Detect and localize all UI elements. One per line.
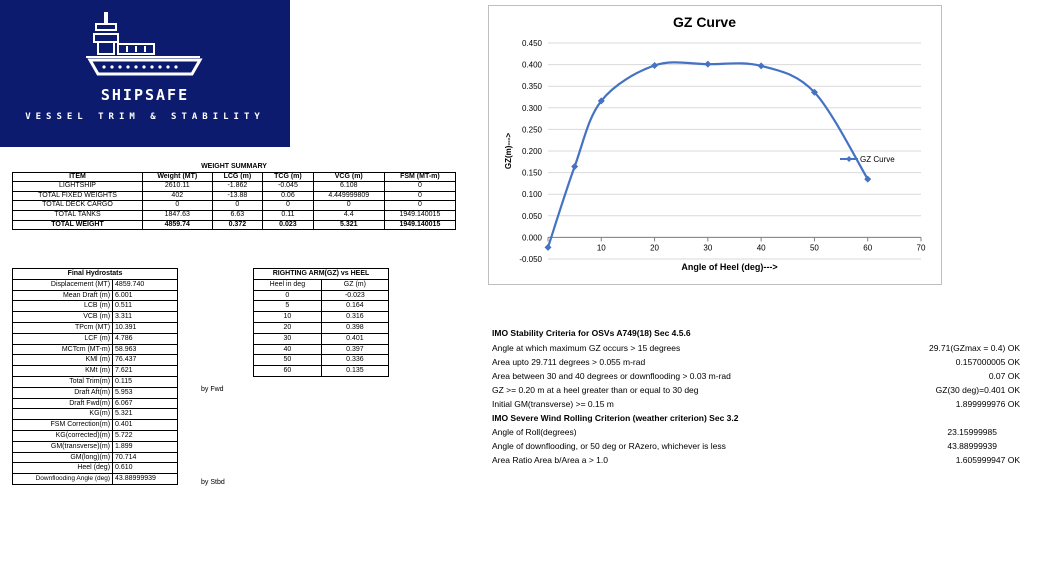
imo-criteria-row [492, 327, 1020, 340]
imo-value: 1.899999976 OK [955, 399, 1020, 409]
table-cell: MCTcm (MT-m) [13, 344, 113, 355]
x-tick-label: 50 [809, 243, 819, 253]
table-row [254, 366, 389, 377]
table-cell: LCF (m) [13, 333, 113, 344]
imo-criteria-row [492, 384, 1020, 397]
table-cell: FSM Correction(m) [13, 420, 113, 431]
table-row [254, 312, 389, 323]
table-cell: 0 [142, 201, 212, 211]
table-cell: TPcm (MT) [13, 322, 113, 333]
imo-criteria-row [492, 370, 1020, 383]
table-row [254, 355, 389, 366]
table-cell: TOTAL DECK CARGO [13, 201, 143, 211]
table-row [13, 398, 178, 409]
table-cell: 0.397 [321, 344, 388, 355]
data-point [651, 62, 658, 69]
table-cell: 58.963 [113, 344, 178, 355]
table-cell: TOTAL FIXED WEIGHTS [13, 191, 143, 201]
x-axis-label: Angle of Heel (deg)---> [681, 262, 778, 272]
table-row [13, 463, 178, 474]
data-point [758, 62, 765, 69]
imo-criterion-text: Area upto 29.711 degrees > 0.055 m-rad [492, 357, 646, 367]
hydrostatics-table [12, 268, 178, 485]
table-row [13, 290, 178, 301]
table-cell: 0.398 [321, 322, 388, 333]
table-row [254, 344, 389, 355]
table-cell: -0.023 [321, 290, 388, 301]
table-cell: 4859.74 [142, 220, 212, 230]
table-row [254, 301, 389, 312]
table-cell: 2610.11 [142, 182, 212, 192]
table-cell: 40 [254, 344, 322, 355]
header-cell: Weight (MT) [142, 172, 212, 182]
y-tick-label: 0.050 [521, 211, 542, 221]
table-cell: 60 [254, 366, 322, 377]
table-cell: 0.316 [321, 312, 388, 323]
imo-criterion-text: GZ >= 0.20 m at a heel greater than or equal to 30 deg [492, 385, 699, 395]
table-cell: KG(m) [13, 409, 113, 420]
table-cell: 0 [384, 182, 455, 192]
weight-summary-header [13, 172, 456, 182]
table-row [13, 452, 178, 463]
imo-criteria-row [492, 454, 1020, 467]
table-cell: TOTAL TANKS [13, 210, 143, 220]
imo-heading: IMO Stability Criteria for OSVs A749(18) Sec 4.5.6 [492, 328, 691, 338]
table-cell: Displacement (MT) [13, 279, 113, 290]
table-cell: LIGHTSHIP [13, 182, 143, 192]
table-cell: 5.321 [313, 220, 384, 230]
x-tick-label: 60 [863, 243, 873, 253]
table-row [13, 191, 456, 201]
table-cell: 0 [313, 201, 384, 211]
table-cell: 0 [263, 201, 314, 211]
table-cell: 0.336 [321, 355, 388, 366]
shipsafe-logo [0, 0, 290, 147]
table-cell: Heel (deg) [13, 463, 113, 474]
table-cell: 0.135 [321, 366, 388, 377]
table-cell: 1949.140015 [384, 220, 455, 230]
table-row [13, 376, 178, 387]
table-row [13, 387, 178, 398]
table-cell: 0 [254, 290, 322, 301]
imo-criteria-row [492, 398, 1020, 411]
header-cell: FSM (MT-m) [384, 172, 455, 182]
table-row [13, 210, 456, 220]
y-tick-label: 0.100 [521, 190, 542, 200]
table-cell: 0.401 [321, 333, 388, 344]
table-cell: Draft Fwd(m) [13, 398, 113, 409]
data-point [704, 61, 711, 68]
table-cell: 76.437 [113, 355, 178, 366]
table-cell: 1.899 [113, 441, 178, 452]
y-tick-label: 0.400 [521, 60, 542, 70]
table-cell: 0.164 [321, 301, 388, 312]
table-row [13, 409, 178, 420]
righting-arm-title: RIGHTING ARM(GZ) vs HEEL [254, 269, 389, 280]
table-row [13, 301, 178, 312]
table-row [13, 312, 178, 323]
righting-arm-table [253, 268, 389, 377]
imo-value: 29.71(GZmax = 0.4) OK [929, 343, 1020, 353]
table-row [13, 366, 178, 377]
x-tick-label: 30 [703, 243, 713, 253]
gz-chart [488, 5, 942, 285]
table-cell: 5.321 [113, 409, 178, 420]
x-tick-label: 70 [916, 243, 926, 253]
table-cell: 50 [254, 355, 322, 366]
data-point [571, 163, 578, 170]
legend-label: GZ Curve [860, 155, 895, 164]
table-cell: 1847.63 [142, 210, 212, 220]
table-row [13, 474, 178, 485]
table-row [13, 344, 178, 355]
table-cell: 0.115 [113, 376, 178, 387]
table-cell: KMl (m) [13, 355, 113, 366]
table-cell: 4.786 [113, 333, 178, 344]
table-cell: 0.610 [113, 463, 178, 474]
imo-criterion-text: Area Ratio Area b/Area a > 1.0 [492, 455, 609, 465]
table-cell: 3.311 [113, 312, 178, 323]
imo-criterion-text: Area between 30 and 40 degrees or downflooding > 0.03 m-rad [492, 371, 731, 381]
table-cell: TOTAL WEIGHT [13, 220, 143, 230]
imo-criterion-text: Angle of downflooding, or 50 deg or RAzero, whichever is less [492, 441, 726, 451]
table-cell: GM(transverse)(m) [13, 441, 113, 452]
table-cell: 10.391 [113, 322, 178, 333]
y-tick-label: 0.450 [521, 39, 542, 48]
table-cell: KMt (m) [13, 366, 113, 377]
table-cell: 0.11 [263, 210, 314, 220]
table-cell: 30 [254, 333, 322, 344]
table-cell: 0 [384, 201, 455, 211]
imo-criterion-text: Angle at which maximum GZ occurs > 15 degrees [492, 343, 681, 353]
table-cell: 0.06 [263, 191, 314, 201]
table-cell: 0.511 [113, 301, 178, 312]
table-cell: 402 [142, 191, 212, 201]
table-cell: 4859.740 [113, 279, 178, 290]
table-cell: 5.953 [113, 387, 178, 398]
y-tick-label: 0.000 [521, 233, 542, 243]
ship-icon [0, 0, 290, 147]
table-cell: Total Trim(m) [13, 376, 113, 387]
x-tick-label: 40 [756, 243, 766, 253]
imo-criteria-row [492, 356, 1020, 369]
table-cell: 1949.140015 [384, 210, 455, 220]
imo-criteria-row [492, 342, 1020, 355]
table-cell: Mean Draft (m) [13, 290, 113, 301]
y-axis-label: GZ(m)---> [504, 132, 513, 170]
heel-direction-note: by Stbd [201, 479, 225, 486]
table-cell: Draft Aft(m) [13, 387, 113, 398]
imo-value: 0.157000005 OK [955, 357, 1020, 367]
y-tick-label: -0.050 [519, 255, 542, 264]
header-cell: ITEM [13, 172, 143, 182]
table-cell: 5.722 [113, 430, 178, 441]
table-row [13, 201, 456, 211]
y-tick-label: 0.150 [521, 168, 542, 178]
brand-tagline: VESSEL TRIM & STABILITY [25, 112, 265, 122]
table-cell: 6.001 [113, 290, 178, 301]
imo-value: 23.15999985 [947, 427, 997, 437]
imo-value: GZ(30 deg)=0.401 OK [935, 385, 1020, 395]
table-cell: -0.045 [263, 182, 314, 192]
y-tick-label: 0.350 [521, 82, 542, 92]
header-cell: LCG (m) [212, 172, 263, 182]
table-cell: 20 [254, 322, 322, 333]
imo-criterion-text: Angle of Roll(degrees) [492, 427, 577, 437]
righting-arm-header [254, 279, 389, 290]
y-tick-label: 0.200 [521, 147, 542, 156]
table-row [254, 290, 389, 301]
imo-value: 43.88999939 [947, 441, 997, 451]
table-cell: 6.108 [313, 182, 384, 192]
imo-criteria-row [492, 440, 1020, 453]
table-row [254, 333, 389, 344]
y-tick-label: 0.300 [521, 103, 542, 113]
imo-value: 1.605999947 OK [955, 455, 1020, 465]
table-cell: GM(long)(m) [13, 452, 113, 463]
imo-value: 0.07 OK [988, 371, 1020, 381]
weight-summary-table [12, 163, 456, 230]
table-row-total [13, 220, 456, 230]
table-cell: 4.449999809 [313, 191, 384, 201]
table-row [13, 355, 178, 366]
table-row [13, 279, 178, 290]
table-cell: 6.63 [212, 210, 263, 220]
brand-name: SHIPSAFE [100, 86, 190, 104]
hydrostatics-title: Final Hydrostats [13, 269, 178, 280]
table-cell: 0.023 [263, 220, 314, 230]
gz-curve-line [548, 62, 868, 247]
table-cell: 0 [384, 191, 455, 201]
table-cell: -13.88 [212, 191, 263, 201]
header-cell: VCG (m) [313, 172, 384, 182]
header-cell: GZ (m) [321, 279, 388, 290]
y-tick-label: 0.250 [521, 125, 542, 135]
gz-chart-svg [489, 6, 941, 284]
table-cell: 0.372 [212, 220, 263, 230]
table-cell: 6.067 [113, 398, 178, 409]
legend-marker [846, 156, 852, 162]
chart-title: GZ Curve [672, 14, 737, 30]
table-cell: 70.714 [113, 452, 178, 463]
table-cell: VCB (m) [13, 312, 113, 323]
table-row [13, 333, 178, 344]
table-cell: 7.621 [113, 366, 178, 377]
header-cell: Heel in deg [254, 279, 322, 290]
table-row [254, 322, 389, 333]
x-tick-label: 20 [650, 243, 660, 253]
table-cell: 10 [254, 312, 322, 323]
table-cell: 0 [212, 201, 263, 211]
table-cell: KG(corrected)(m) [13, 430, 113, 441]
imo-criterion-text: Initial GM(transverse) >= 0.15 m [492, 399, 614, 409]
weight-summary-title: WEIGHT SUMMARY [13, 163, 456, 172]
table-cell: -1.862 [212, 182, 263, 192]
imo-criteria-row [492, 412, 1020, 425]
trim-direction-note: by Fwd [201, 386, 224, 393]
table-cell: 4.4 [313, 210, 384, 220]
header-cell: TCG (m) [263, 172, 314, 182]
data-point [545, 244, 552, 251]
table-row [13, 322, 178, 333]
x-tick-label: 10 [596, 243, 606, 253]
imo-heading: IMO Severe Wind Rolling Criterion (weather criterion) Sec 3.2 [492, 413, 739, 423]
table-row [13, 182, 456, 192]
table-cell: LCB (m) [13, 301, 113, 312]
table-cell: 5 [254, 301, 322, 312]
table-cell: Downflooding Angle (deg) [13, 474, 113, 485]
table-row [13, 441, 178, 452]
table-row [13, 420, 178, 431]
table-row [13, 430, 178, 441]
table-cell: 43.88999939 [113, 474, 178, 485]
table-cell: 0.401 [113, 420, 178, 431]
imo-criteria-row [492, 426, 1020, 439]
